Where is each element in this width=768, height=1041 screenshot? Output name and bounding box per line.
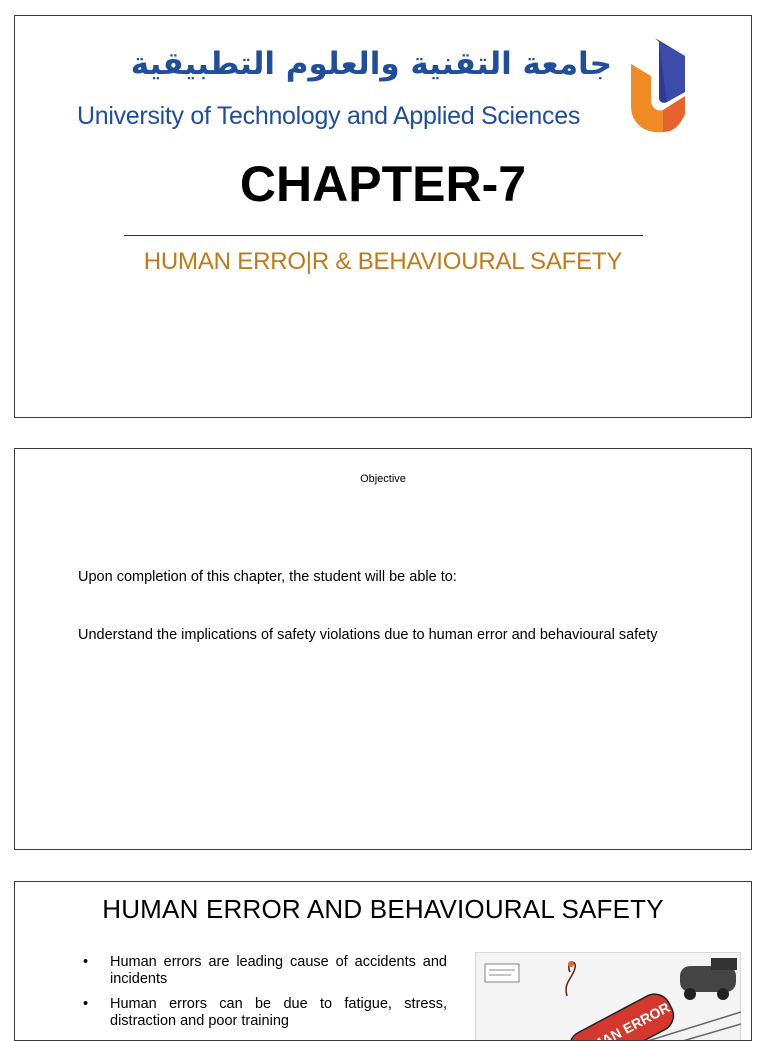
chapter-title: CHAPTER-7 — [239, 156, 527, 212]
content-slide — [14, 881, 752, 1041]
title-divider — [124, 235, 643, 236]
bullet-list — [83, 954, 447, 1038]
slide-title: HUMAN ERROR AND BEHAVIOURAL SAFETY — [102, 894, 664, 924]
objective-point: Understand the implications of safety violations due to human error and behavioural safety — [78, 627, 658, 643]
logo-english-name: University of Technology and Applied Sciences — [77, 102, 581, 130]
bullet-icon: • — [83, 996, 89, 1012]
bullet-text: Human errors can be due to fatigue, stress, distraction and poor training — [110, 996, 447, 1029]
objective-intro: Upon completion of this chapter, the student will be able to: — [78, 569, 457, 585]
university-logo — [77, 36, 687, 136]
title-slide — [14, 15, 752, 418]
bullet-item — [83, 996, 447, 1030]
chapter-subtitle: HUMAN ERRO|R & BEHAVIOURAL SAFETY — [143, 248, 623, 275]
logo-arabic-name: جامعة التقنية والعلوم التطبيقية — [130, 46, 612, 82]
objective-heading: Objective — [360, 473, 406, 485]
objective-slide — [14, 448, 752, 850]
human-error-cartoon-icon — [475, 952, 741, 1041]
utas-logo-icon — [627, 36, 689, 136]
bullet-icon: • — [83, 954, 89, 970]
bullet-text: Human errors are leading cause of accidents and incidents — [110, 954, 447, 987]
bullet-item — [83, 954, 447, 988]
